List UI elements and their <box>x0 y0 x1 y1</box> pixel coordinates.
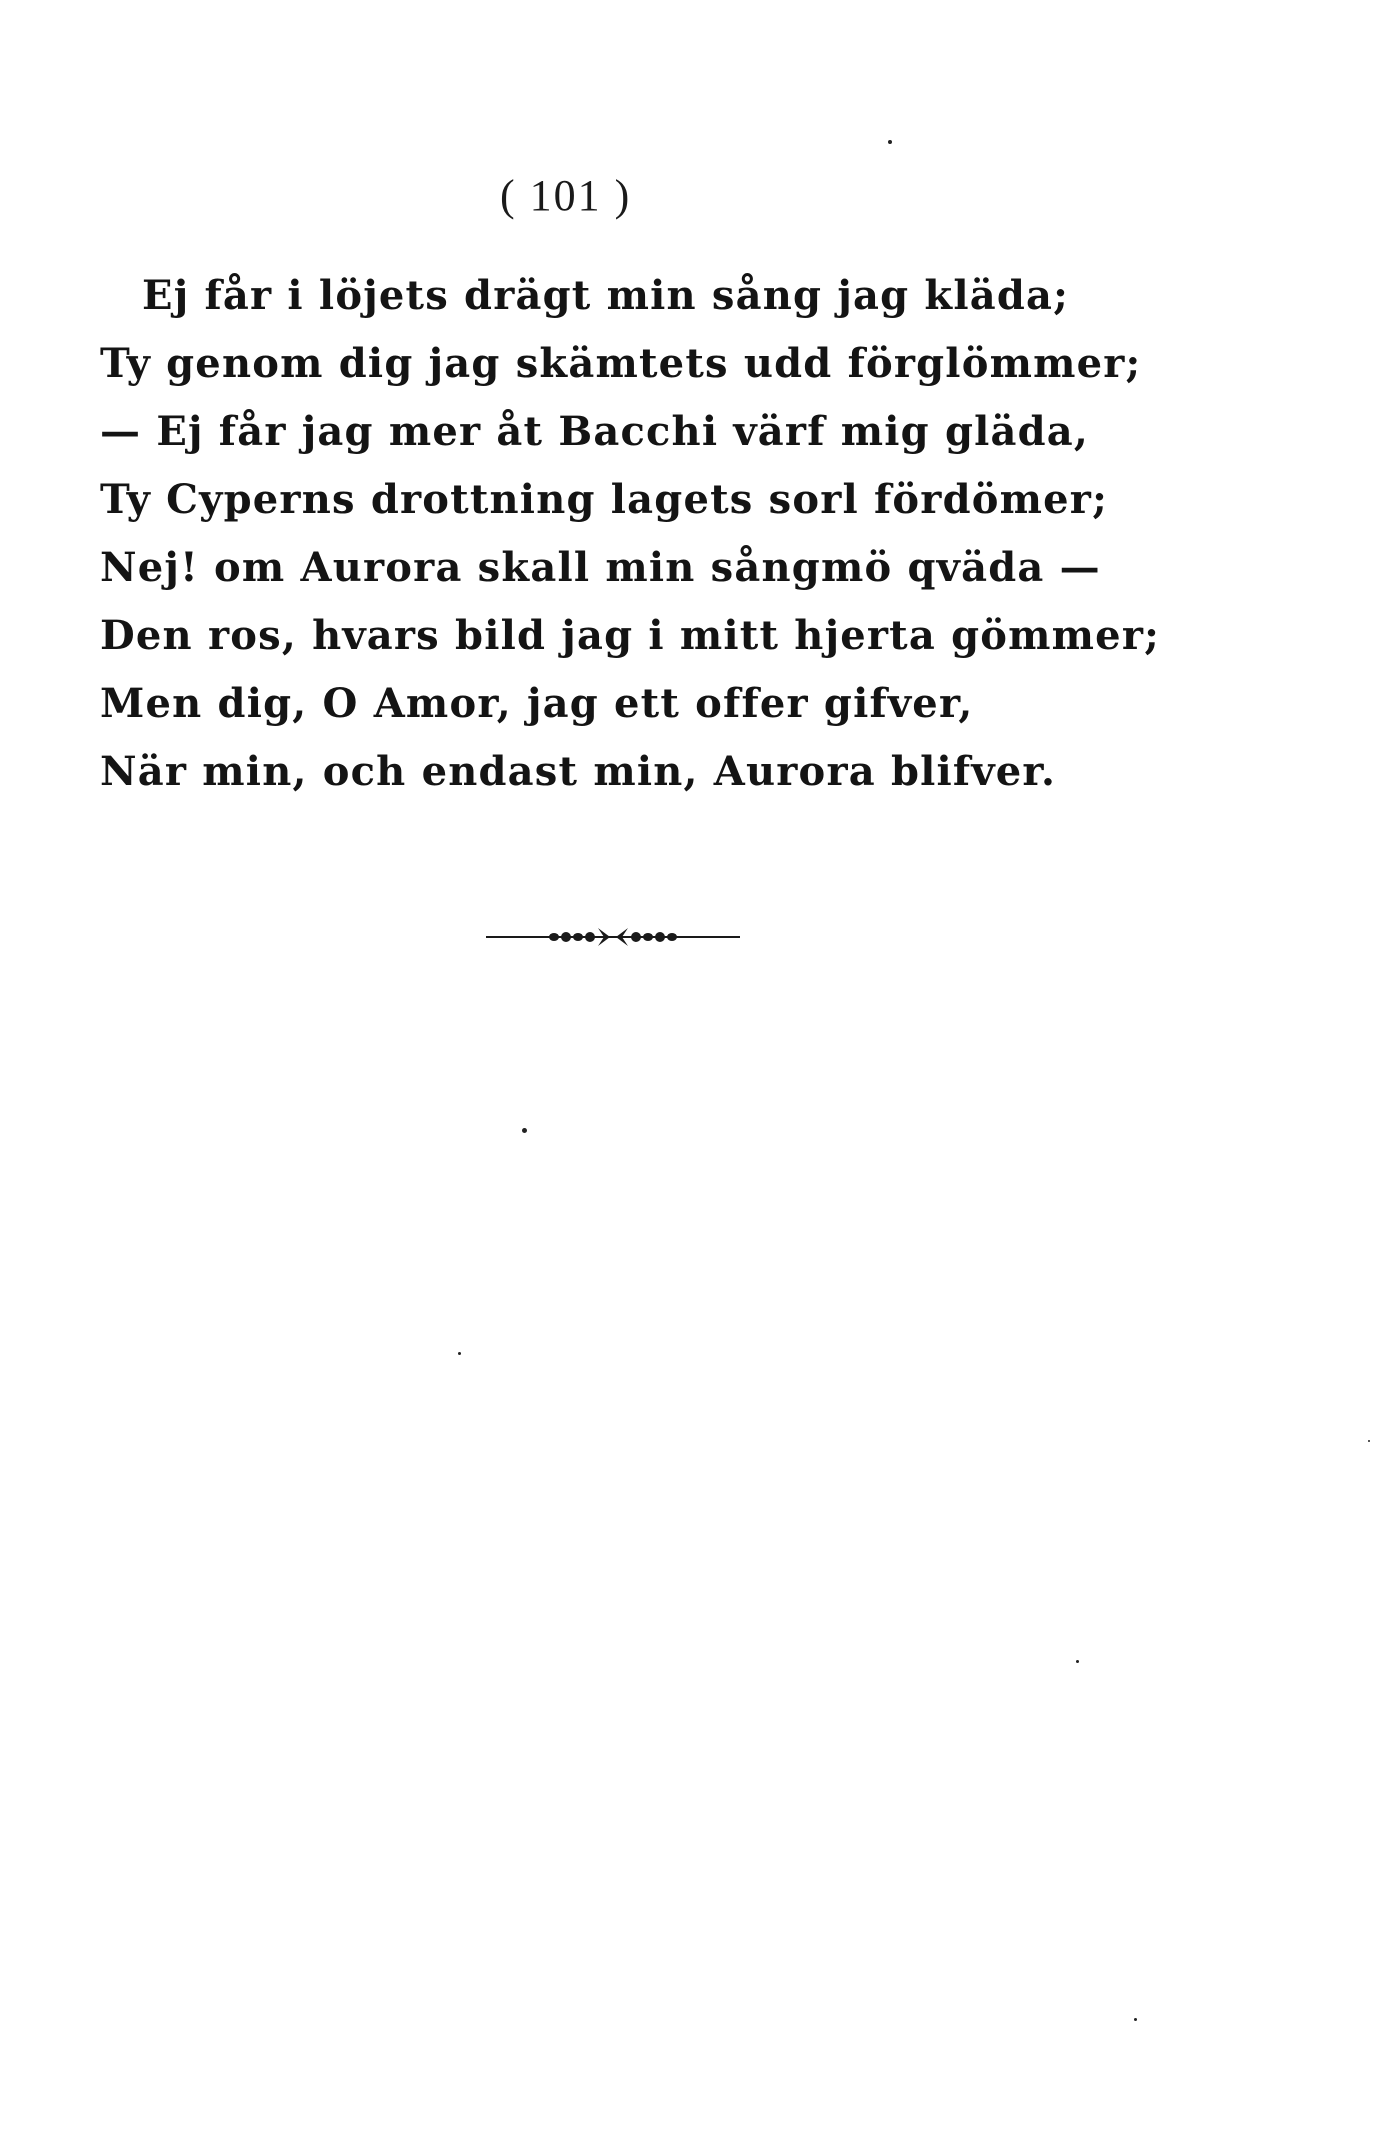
page-number: ( 101 ) <box>500 171 632 220</box>
fleuron-divider-icon <box>486 922 740 952</box>
print-speck <box>1134 2018 1137 2021</box>
print-speck <box>522 1128 527 1133</box>
print-speck <box>888 140 892 144</box>
poem-line: Men dig, O Amor, jag ett offer gifver, <box>100 680 974 727</box>
poem-line: Ej får i löjets drägt min sång jag kläda; <box>142 272 1070 319</box>
poem-line: — Ej får jag mer åt Bacchi värf mig gläda, <box>100 408 1090 455</box>
print-speck <box>1076 1660 1079 1663</box>
poem-stanza <box>100 262 1161 806</box>
poem-line: Ty genom dig jag skämtets udd förglömmer; <box>100 340 1142 387</box>
print-speck <box>1368 1440 1370 1442</box>
poem-line: Nej! om Aurora skall min sångmö qväda — <box>100 544 1101 591</box>
poem-line: Ty Cyperns drottning lagets sorl fördömer; <box>100 476 1109 523</box>
poem-line: Den ros, hvars bild jag i mitt hjerta gömmer; <box>100 612 1161 659</box>
poem-line: När min, och endast min, Aurora blifver. <box>100 748 1057 795</box>
print-speck <box>458 1352 461 1355</box>
